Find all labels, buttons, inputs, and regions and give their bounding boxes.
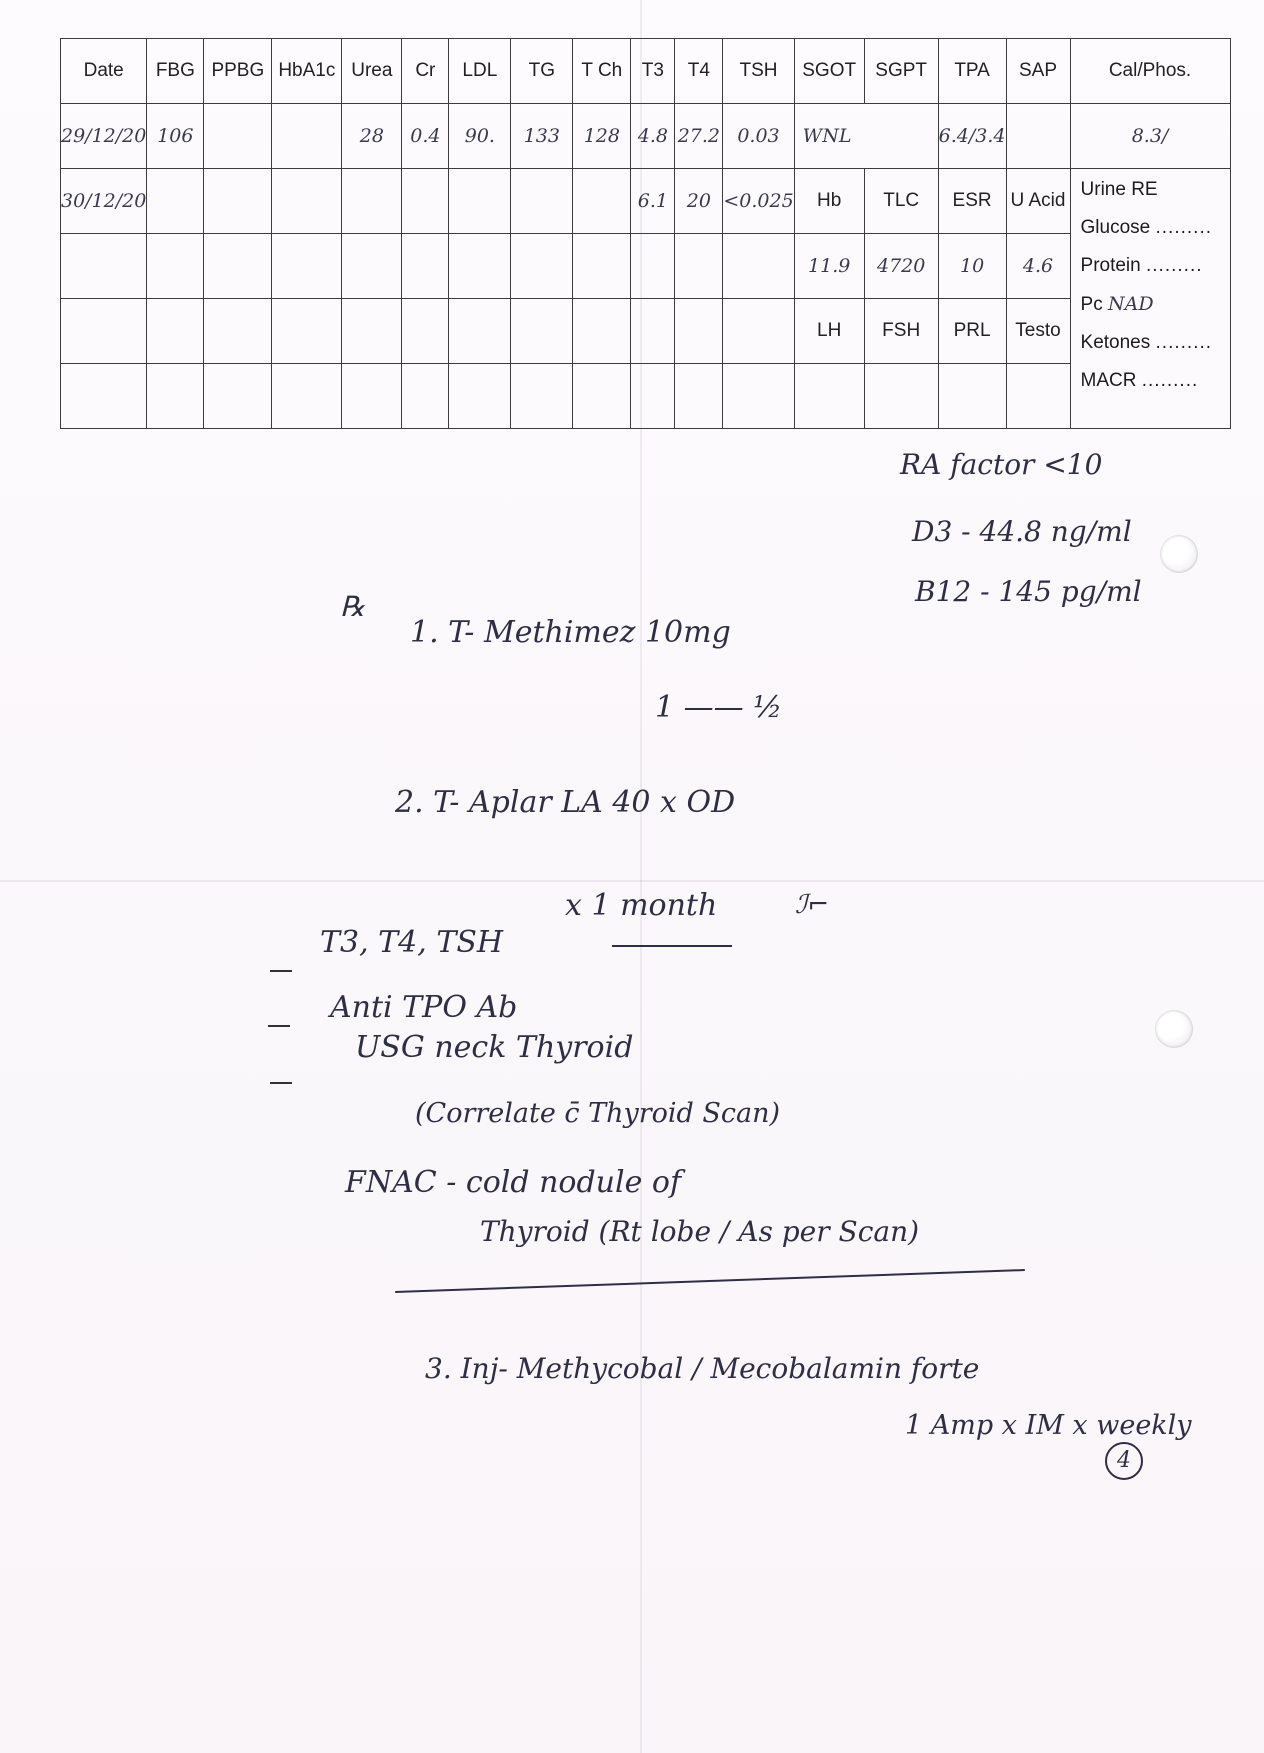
header-ldl: LDL xyxy=(449,39,511,104)
row1-tpa: 6.4/3.4 xyxy=(938,104,1006,169)
header-t4: T4 xyxy=(675,39,723,104)
row1-cal-phos: 8.3/ xyxy=(1070,104,1230,169)
note-med1-dose: 1 —— ½ xyxy=(655,690,783,725)
empty-cell xyxy=(573,169,631,234)
row1-cr: 0.4 xyxy=(402,104,449,169)
row1-ldl: 90. xyxy=(449,104,511,169)
header-sgpt: SGPT xyxy=(864,39,938,104)
empty-cell xyxy=(61,364,147,429)
signature-mark: ℐ⌐ xyxy=(795,890,829,920)
header-sap: SAP xyxy=(1006,39,1070,104)
urine-pc xyxy=(1081,293,1230,316)
empty-cell xyxy=(631,364,675,429)
empty-cell xyxy=(723,234,794,299)
empty-cell xyxy=(631,234,675,299)
empty-cell xyxy=(61,299,147,364)
row2-date: 30/12/20 xyxy=(61,169,147,234)
urine-re-title: Urine RE xyxy=(1080,179,1158,200)
table-row xyxy=(61,299,1231,364)
header-sgot: SGOT xyxy=(794,39,864,104)
header-hb: Hb xyxy=(794,169,864,234)
empty-cell xyxy=(147,364,204,429)
empty-cell xyxy=(573,234,631,299)
row1-fbg: 106 xyxy=(147,104,204,169)
note-test3b: (Correlate c̄ Thyroid Scan) xyxy=(415,1098,781,1129)
empty-cell xyxy=(204,169,272,234)
header-tg: TG xyxy=(511,39,573,104)
empty-cell xyxy=(204,364,272,429)
empty-cell xyxy=(147,169,204,234)
empty-cell xyxy=(1006,364,1070,429)
empty-cell xyxy=(272,169,342,234)
header-testo: Testo xyxy=(1006,299,1070,364)
row1-tsh: 0.03 xyxy=(723,104,794,169)
note-med2: 2. T- Aplar LA 40 x OD xyxy=(395,785,736,820)
note-test3: USG neck Thyroid xyxy=(355,1030,634,1065)
table-row xyxy=(61,234,1231,299)
note-test4b: Thyroid (Rt lobe / As per Scan) xyxy=(480,1215,920,1248)
empty-cell xyxy=(631,299,675,364)
header-cal-phos: Cal/Phos. xyxy=(1070,39,1230,104)
header-tch: T Ch xyxy=(573,39,631,104)
urine-protein-label: Protein xyxy=(1080,255,1141,276)
header-lh: LH xyxy=(794,299,864,364)
value-esr: 10 xyxy=(938,234,1006,299)
row1-tch: 128 xyxy=(573,104,631,169)
empty-cell xyxy=(272,364,342,429)
row1-sgot-sgpt: WNL xyxy=(794,104,938,169)
empty-cell xyxy=(573,364,631,429)
lab-results-table xyxy=(60,38,1231,429)
table-row xyxy=(61,364,1231,429)
note-test4: FNAC - cold nodule of xyxy=(345,1165,682,1200)
dots: ......... xyxy=(1146,255,1203,276)
header-ppbg: PPBG xyxy=(204,39,272,104)
table-row xyxy=(61,104,1231,169)
header-prl: PRL xyxy=(938,299,1006,364)
row1-t4: 27.2 xyxy=(675,104,723,169)
empty-cell xyxy=(272,234,342,299)
note-ra-factor: RA factor <10 xyxy=(900,448,1103,481)
page-number-circle: 4 xyxy=(1105,1442,1143,1480)
empty-cell xyxy=(449,234,511,299)
empty-cell xyxy=(864,364,938,429)
header-cr: Cr xyxy=(402,39,449,104)
row2-t3: 6.1 xyxy=(631,169,675,234)
note-d3: D3 - 44.8 ng/ml xyxy=(912,515,1132,548)
note-test2: Anti TPO Ab xyxy=(330,990,518,1025)
empty-cell xyxy=(402,234,449,299)
note-tests-duration: x 1 month xyxy=(565,888,718,923)
empty-cell xyxy=(449,299,511,364)
empty-cell xyxy=(511,299,573,364)
row1-hba1c xyxy=(272,104,342,169)
empty-cell xyxy=(675,299,723,364)
bullet-dash xyxy=(268,1025,290,1027)
value-uacid: 4.6 xyxy=(1006,234,1070,299)
bullet-dash xyxy=(270,1082,292,1084)
row1-urea: 28 xyxy=(342,104,402,169)
empty-cell xyxy=(511,364,573,429)
urine-ketones-label: Ketones xyxy=(1080,332,1151,353)
empty-cell xyxy=(723,299,794,364)
note-b12: B12 - 145 pg/ml xyxy=(915,575,1142,608)
empty-cell xyxy=(342,364,402,429)
urine-glucose-label: Glucose xyxy=(1080,217,1151,238)
urine-pc-label: Pc xyxy=(1080,294,1103,315)
underline-duration xyxy=(612,945,732,947)
table-header-row xyxy=(61,39,1231,104)
empty-cell xyxy=(402,364,449,429)
empty-cell xyxy=(449,169,511,234)
empty-cell xyxy=(511,234,573,299)
empty-cell xyxy=(61,234,147,299)
empty-cell xyxy=(675,364,723,429)
row2-tsh: <0.025 xyxy=(723,169,794,234)
punch-hole-top xyxy=(1160,535,1198,573)
empty-cell xyxy=(204,299,272,364)
row1-date: 29/12/20 xyxy=(61,104,147,169)
dots: ......... xyxy=(1155,332,1213,353)
urine-ketones xyxy=(1081,332,1230,354)
note-tests-header: T3, T4, TSH xyxy=(320,925,504,960)
header-hba1c: HbA1c xyxy=(272,39,342,104)
empty-cell xyxy=(794,364,864,429)
row1-t3: 4.8 xyxy=(631,104,675,169)
dots: ......... xyxy=(1141,370,1199,391)
table-row xyxy=(61,169,1231,234)
empty-cell xyxy=(342,299,402,364)
empty-cell xyxy=(204,234,272,299)
header-tpa: TPA xyxy=(938,39,1006,104)
row1-ppbg xyxy=(204,104,272,169)
urine-protein xyxy=(1081,255,1230,277)
page-number xyxy=(1105,1440,1143,1480)
value-hb: 11.9 xyxy=(794,234,864,299)
empty-cell xyxy=(511,169,573,234)
row1-tg: 133 xyxy=(511,104,573,169)
row1-sap xyxy=(1006,104,1070,169)
empty-cell xyxy=(272,299,342,364)
header-fbg: FBG xyxy=(147,39,204,104)
bullet-dash xyxy=(270,970,292,972)
header-uacid: U Acid xyxy=(1006,169,1070,234)
header-date: Date xyxy=(61,39,147,104)
row2-t4: 20 xyxy=(675,169,723,234)
urine-pc-value: NAD xyxy=(1107,293,1154,315)
empty-cell xyxy=(147,234,204,299)
empty-cell xyxy=(573,299,631,364)
note-med3: 3. Inj- Methycobal / Mecobalamin forte xyxy=(425,1352,980,1385)
header-esr: ESR xyxy=(938,169,1006,234)
header-fsh: FSH xyxy=(864,299,938,364)
empty-cell xyxy=(449,364,511,429)
empty-cell xyxy=(938,364,1006,429)
dots: ......... xyxy=(1155,217,1213,238)
header-t3: T3 xyxy=(631,39,675,104)
punch-hole-bottom xyxy=(1155,1010,1193,1048)
paper-fold-horizontal xyxy=(0,880,1264,882)
empty-cell xyxy=(675,234,723,299)
rx-symbol: ℞ xyxy=(340,590,366,623)
empty-cell xyxy=(342,169,402,234)
header-tlc: TLC xyxy=(864,169,938,234)
empty-cell xyxy=(147,299,204,364)
header-tsh: TSH xyxy=(723,39,794,104)
urine-macr-label: MACR xyxy=(1080,370,1137,391)
note-med3-dose: 1 Amp x IM x weekly xyxy=(905,1410,1192,1441)
value-tlc: 4720 xyxy=(864,234,938,299)
note-med1: 1. T- Methimez 10mg xyxy=(410,615,731,650)
urine-glucose xyxy=(1081,217,1230,239)
empty-cell xyxy=(723,364,794,429)
urine-macr xyxy=(1081,370,1230,392)
urine-re-panel xyxy=(1070,169,1230,429)
empty-cell xyxy=(402,299,449,364)
empty-cell xyxy=(342,234,402,299)
header-urea: Urea xyxy=(342,39,402,104)
empty-cell xyxy=(402,169,449,234)
